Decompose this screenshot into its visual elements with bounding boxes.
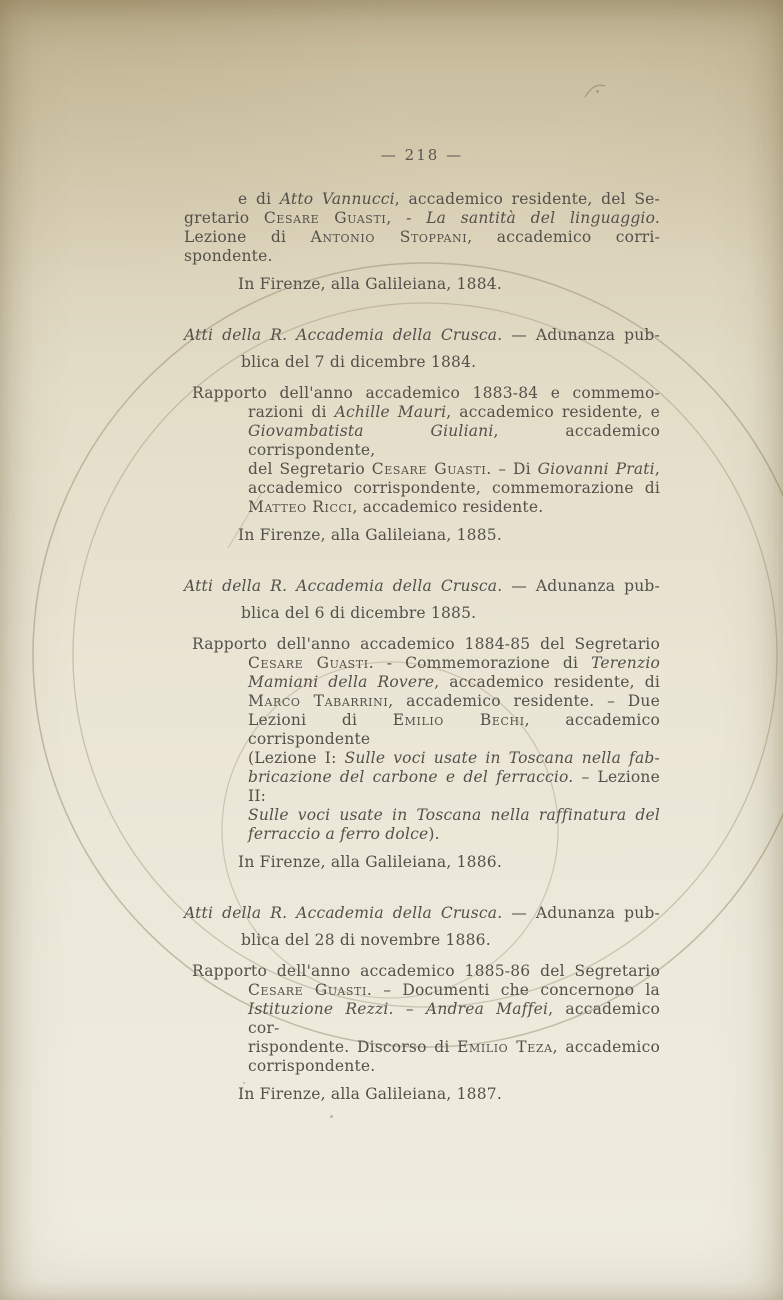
text-segment: , accademico corrispondente — [248, 711, 660, 748]
text-line — [248, 673, 660, 692]
text-line — [184, 904, 660, 923]
imprint-line-1887 — [184, 1085, 660, 1104]
text-segment: Giovanni Prati — [537, 460, 655, 478]
text-segment: Cesare Guasti — [248, 981, 367, 999]
text-segment: rispondente. Discorso di — [248, 1038, 458, 1056]
entry-paragraph-1883-84 — [184, 384, 660, 517]
text-line — [248, 768, 660, 806]
text-segment: , accademico cor- — [248, 1000, 660, 1037]
text-segment: corrispondente. — [248, 1057, 376, 1075]
page-number: — 218 — — [380, 146, 464, 164]
text-line — [248, 479, 660, 498]
text-segment: Emilio Bechi — [392, 711, 525, 729]
text-line — [248, 1000, 660, 1038]
text-segment: (Lezione I: — [248, 749, 345, 767]
text-segment: Atti della R. Accademia della Crusca. — [184, 577, 503, 595]
session-heading-1885 — [184, 577, 660, 623]
text-segment: gretario — [184, 209, 264, 227]
text-segment: Atti della R. Accademia della Crusca. — [184, 326, 503, 344]
text-segment: . – Di — [486, 460, 538, 478]
text-segment: , accademico residente, di — [434, 673, 660, 691]
text-line — [238, 275, 660, 294]
text-line — [184, 326, 660, 345]
text-segment: Atti della R. Accademia della Crusca. — [184, 904, 503, 922]
text-segment: Antonio Stoppani — [310, 228, 468, 246]
text-line — [241, 931, 660, 950]
text-segment: Lezioni di — [248, 711, 393, 729]
text-line — [184, 228, 660, 247]
text-segment: In Firenze, alla Galileiana, 1885. — [238, 526, 502, 544]
text-segment: Rapporto dell'anno accademico 1885-86 del Segretario — [192, 962, 660, 980]
text-segment: , — [654, 460, 660, 478]
imprint-line-1884 — [184, 275, 660, 294]
text-segment: e di — [238, 190, 280, 208]
text-line — [248, 654, 660, 673]
session-heading-1884 — [184, 326, 660, 372]
text-line — [248, 1057, 660, 1076]
text-line — [192, 962, 660, 981]
text-segment: — Adunanza pub- — [502, 904, 660, 922]
text-line — [241, 604, 660, 623]
text-line — [238, 1085, 660, 1104]
text-segment: Achille Mauri — [334, 403, 447, 421]
text-segment: bricazione del carbone e del ferraccio. — [248, 768, 574, 786]
text-line — [184, 577, 660, 596]
entry-paragraph-1885-86 — [184, 962, 660, 1076]
text-segment: , accademico residente. – Due — [388, 692, 660, 710]
imprint-line-1886 — [184, 853, 660, 872]
text-segment: In Firenze, alla Galileiana, 1887. — [238, 1085, 502, 1103]
text-line — [241, 353, 660, 372]
page-body — [184, 190, 660, 1104]
text-line — [248, 749, 660, 768]
text-segment: — Adunanza pub- — [502, 326, 660, 344]
text-segment: Lezione di — [184, 228, 311, 246]
text-line — [248, 806, 660, 825]
text-segment: , accademico corrispondente, — [248, 422, 660, 459]
text-segment: Giovambatista Giuliani — [248, 422, 494, 440]
text-segment: ). — [428, 825, 440, 843]
text-segment: , accademico corri- — [467, 228, 661, 246]
text-line — [192, 384, 660, 403]
text-line — [248, 711, 660, 749]
text-segment: Sulle voci usate in Toscana nella raffinatura del — [248, 806, 660, 824]
text-segment: – Lezione II: — [248, 768, 660, 805]
text-segment: Atto Vannucci — [279, 190, 395, 208]
text-segment: blica del 6 di dicembre 1885. — [241, 604, 477, 622]
text-segment: razioni di — [248, 403, 335, 421]
text-segment: , accademico residente, e — [446, 403, 661, 421]
text-line — [248, 403, 660, 422]
text-segment: In Firenze, alla Galileiana, 1886. — [238, 853, 502, 871]
text-line — [184, 247, 660, 266]
text-segment: del Segretario — [248, 460, 372, 478]
text-line — [238, 853, 660, 872]
text-line — [248, 460, 660, 479]
text-column — [184, 0, 660, 1104]
text-segment: Istituzione Rezzi. — [248, 1000, 394, 1018]
text-line — [248, 498, 660, 517]
text-segment: — Adunanza pub- — [502, 577, 660, 595]
text-line — [184, 209, 660, 228]
text-segment: Rapporto dell'anno accademico 1883-84 e commemo- — [192, 384, 660, 402]
text-line — [248, 692, 660, 711]
text-segment: Emilio Teza — [457, 1038, 553, 1056]
text-line — [192, 635, 660, 654]
continuation-paragraph — [184, 190, 660, 266]
text-segment: Terenzio — [591, 654, 661, 672]
text-segment: . - Commemorazione di — [368, 654, 592, 672]
text-segment: – — [393, 1000, 426, 1018]
text-segment: ferraccio a ferro dolce — [248, 825, 429, 843]
text-line — [248, 825, 660, 844]
imprint-line-1885 — [184, 526, 660, 545]
text-segment: In Firenze, alla Galileiana, 1884. — [238, 275, 502, 293]
entry-paragraph-1884-85 — [184, 635, 660, 844]
text-segment: Sulle voci usate in Toscana nella fab- — [344, 749, 660, 767]
text-segment: Matteo Ricci — [248, 498, 353, 516]
session-heading-1886 — [184, 904, 660, 950]
text-line — [248, 981, 660, 1000]
text-segment: Cesare Guasti — [263, 209, 387, 227]
text-segment: , accademico residente. — [352, 498, 544, 516]
text-segment: spondente. — [184, 247, 273, 265]
text-line — [248, 422, 660, 460]
text-segment: Marco Tabarrini — [248, 692, 389, 710]
text-segment: blica del 28 di novembre 1886. — [241, 931, 491, 949]
text-segment: Andrea Maffei — [425, 1000, 549, 1018]
text-segment: . – Documenti che concernono la — [366, 981, 660, 999]
paper-speck — [330, 1115, 333, 1118]
text-segment: accademico corrispondente, commemorazione di — [248, 479, 660, 497]
text-segment: Cesare Guasti — [248, 654, 369, 672]
text-segment: , accademico residente, del Se- — [394, 190, 660, 208]
text-segment: , - — [386, 209, 427, 227]
text-segment: , accademico — [552, 1038, 661, 1056]
text-segment: blica del 7 di dicembre 1884. — [241, 353, 477, 371]
text-segment: Rapporto dell'anno accademico 1884-85 del Segretario — [192, 635, 660, 653]
text-line — [238, 190, 660, 209]
text-segment: Cesare Guasti — [371, 460, 487, 478]
text-segment: La santità del linguaggio. — [426, 209, 660, 227]
text-line — [248, 1038, 660, 1057]
text-line — [238, 526, 660, 545]
text-segment: Mamiani della Rovere — [248, 673, 435, 691]
